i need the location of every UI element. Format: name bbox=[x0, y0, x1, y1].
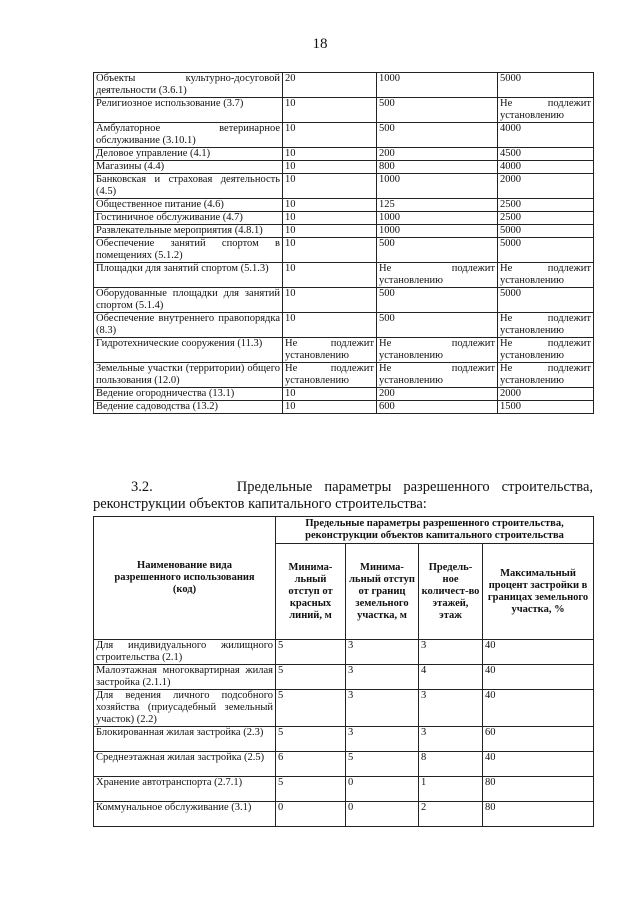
value-cell: 2000 bbox=[498, 174, 594, 199]
value-cell: 3 bbox=[419, 690, 483, 727]
value-cell: Не подлежит установлению bbox=[498, 98, 594, 123]
value-cell: 3 bbox=[346, 640, 419, 665]
table-row bbox=[94, 777, 594, 802]
table-row bbox=[94, 123, 594, 148]
section-paragraph bbox=[93, 479, 593, 513]
page-number: 18 bbox=[312, 36, 328, 52]
table-row bbox=[94, 288, 594, 313]
value-cell: 1000 bbox=[377, 73, 498, 98]
value-cell: Не подлежит установлению bbox=[377, 263, 498, 288]
value-cell: Не подлежит установлению bbox=[377, 363, 498, 388]
table-row bbox=[94, 727, 594, 752]
value-cell: 10 bbox=[283, 212, 377, 225]
table-row bbox=[94, 363, 594, 388]
value-cell: 10 bbox=[283, 225, 377, 238]
usage-name-cell: Ведение садоводства (13.2) bbox=[94, 401, 283, 414]
value-cell: 5000 bbox=[498, 288, 594, 313]
value-cell: 2 bbox=[419, 802, 483, 827]
zoning-limits-table bbox=[93, 72, 594, 414]
value-cell: 3 bbox=[419, 640, 483, 665]
table-row bbox=[94, 752, 594, 777]
usage-name-cell: Обеспечение занятий спортом в помещениях (5.1.2) bbox=[94, 238, 283, 263]
value-cell: 500 bbox=[377, 98, 498, 123]
value-cell: 10 bbox=[283, 123, 377, 148]
value-cell: 1000 bbox=[377, 174, 498, 199]
value-cell: 6 bbox=[276, 752, 346, 777]
table-row bbox=[94, 313, 594, 338]
value-cell: 10 bbox=[283, 401, 377, 414]
value-cell: 20 bbox=[283, 73, 377, 98]
usage-name-cell: Для индивидуального жилищного строительства (2.1) bbox=[94, 640, 276, 665]
usage-name-cell: Ведение огородничества (13.1) bbox=[94, 388, 283, 401]
value-cell: 200 bbox=[377, 388, 498, 401]
header-parameters-group: Предельные параметры разрешенного строительства, реконструкции объектов капитального строительства bbox=[276, 517, 594, 544]
header-parameter: Предель-ное количест-во этажей, этаж bbox=[419, 544, 483, 640]
usage-name-cell: Коммунальное обслуживание (3.1) bbox=[94, 802, 276, 827]
usage-name-cell: Банковская и страховая деятельность (4.5) bbox=[94, 174, 283, 199]
value-cell: Не подлежит установлению bbox=[498, 338, 594, 363]
value-cell: Не подлежит установлению bbox=[283, 338, 377, 363]
value-cell: 0 bbox=[276, 802, 346, 827]
header-parameter: Максимальный процент застройки в границах земельного участка, % bbox=[483, 544, 594, 640]
usage-name-cell: Для ведения личного подсобного хозяйства (приусадебный земельный участок) (2.2) bbox=[94, 690, 276, 727]
usage-name-cell: Амбулаторное ветеринарное обслуживание (3.10.1) bbox=[94, 123, 283, 148]
value-cell: 80 bbox=[483, 777, 594, 802]
value-cell: Не подлежит установлению bbox=[498, 363, 594, 388]
table-row bbox=[94, 388, 594, 401]
value-cell: 200 bbox=[377, 148, 498, 161]
header-parameter: Минима-льный отступ от красных линий, м bbox=[276, 544, 346, 640]
value-cell: Не подлежит установлению bbox=[498, 263, 594, 288]
value-cell: 4 bbox=[419, 665, 483, 690]
construction-parameters-table bbox=[93, 516, 594, 827]
table-row bbox=[94, 174, 594, 199]
table-row bbox=[94, 161, 594, 174]
header-parameter: Минима-льный отступ от границ земельного участка, м bbox=[346, 544, 419, 640]
usage-name-cell: Хранение автотранспорта (2.7.1) bbox=[94, 777, 276, 802]
value-cell: 1500 bbox=[498, 401, 594, 414]
value-cell: 1000 bbox=[377, 225, 498, 238]
value-cell: 5 bbox=[276, 727, 346, 752]
value-cell: 80 bbox=[483, 802, 594, 827]
usage-name-cell: Блокированная жилая застройка (2.3) bbox=[94, 727, 276, 752]
value-cell: 1000 bbox=[377, 212, 498, 225]
value-cell: 2500 bbox=[498, 212, 594, 225]
table-row bbox=[94, 640, 594, 665]
value-cell: 3 bbox=[419, 727, 483, 752]
value-cell: 40 bbox=[483, 752, 594, 777]
usage-name-cell: Объекты культурно-досуговой деятельности (3.6.1) bbox=[94, 73, 283, 98]
table-row bbox=[94, 212, 594, 225]
usage-name-cell: Земельные участки (территории) общего пользования (12.0) bbox=[94, 363, 283, 388]
value-cell: 10 bbox=[283, 388, 377, 401]
usage-name-cell: Малоэтажная многоквартирная жилая застройка (2.1.1) bbox=[94, 665, 276, 690]
value-cell: 5000 bbox=[498, 225, 594, 238]
value-cell: Не подлежит установлению bbox=[377, 338, 498, 363]
value-cell: 5 bbox=[346, 752, 419, 777]
value-cell: 500 bbox=[377, 123, 498, 148]
table-row bbox=[94, 802, 594, 827]
value-cell: 5 bbox=[276, 665, 346, 690]
value-cell: 10 bbox=[283, 161, 377, 174]
value-cell: 40 bbox=[483, 665, 594, 690]
header-usage-type: Наименование вида разрешенного использования (код) bbox=[94, 517, 276, 640]
value-cell: 60 bbox=[483, 727, 594, 752]
usage-name-cell: Деловое управление (4.1) bbox=[94, 148, 283, 161]
value-cell: 5 bbox=[276, 690, 346, 727]
value-cell: 4000 bbox=[498, 161, 594, 174]
value-cell: 500 bbox=[377, 238, 498, 263]
value-cell: 5 bbox=[276, 777, 346, 802]
value-cell: 2500 bbox=[498, 199, 594, 212]
value-cell: 10 bbox=[283, 238, 377, 263]
value-cell: 0 bbox=[346, 802, 419, 827]
table-row bbox=[94, 263, 594, 288]
usage-name-cell: Среднеэтажная жилая застройка (2.5) bbox=[94, 752, 276, 777]
value-cell: 10 bbox=[283, 263, 377, 288]
table-row bbox=[94, 401, 594, 414]
value-cell: 8 bbox=[419, 752, 483, 777]
value-cell: 3 bbox=[346, 665, 419, 690]
value-cell: 10 bbox=[283, 288, 377, 313]
table-row bbox=[94, 690, 594, 727]
value-cell: 10 bbox=[283, 148, 377, 161]
value-cell: 5000 bbox=[498, 238, 594, 263]
value-cell: 3 bbox=[346, 727, 419, 752]
usage-name-cell: Гостиничное обслуживание (4.7) bbox=[94, 212, 283, 225]
table-row bbox=[94, 338, 594, 363]
value-cell: 600 bbox=[377, 401, 498, 414]
value-cell: 40 bbox=[483, 640, 594, 665]
usage-name-cell: Развлекательные мероприятия (4.8.1) bbox=[94, 225, 283, 238]
value-cell: 800 bbox=[377, 161, 498, 174]
value-cell: 4000 bbox=[498, 123, 594, 148]
value-cell: Не подлежит установлению bbox=[498, 313, 594, 338]
value-cell: 10 bbox=[283, 199, 377, 212]
usage-name-cell: Гидротехнические сооружения (11.3) bbox=[94, 338, 283, 363]
value-cell: 0 bbox=[346, 777, 419, 802]
usage-name-cell: Религиозное использование (3.7) bbox=[94, 98, 283, 123]
value-cell: 3 bbox=[346, 690, 419, 727]
value-cell: Не подлежит установлению bbox=[283, 363, 377, 388]
value-cell: 2000 bbox=[498, 388, 594, 401]
value-cell: 1 bbox=[419, 777, 483, 802]
usage-name-cell: Площадки для занятий спортом (5.1.3) bbox=[94, 263, 283, 288]
value-cell: 500 bbox=[377, 288, 498, 313]
value-cell: 125 bbox=[377, 199, 498, 212]
table-row bbox=[94, 98, 594, 123]
value-cell: 10 bbox=[283, 98, 377, 123]
table-row bbox=[94, 199, 594, 212]
usage-name-cell: Общественное питание (4.6) bbox=[94, 199, 283, 212]
table-row bbox=[94, 665, 594, 690]
value-cell: 5 bbox=[276, 640, 346, 665]
value-cell: 5000 bbox=[498, 73, 594, 98]
value-cell: 40 bbox=[483, 690, 594, 727]
value-cell: 10 bbox=[283, 174, 377, 199]
value-cell: 500 bbox=[377, 313, 498, 338]
value-cell: 10 bbox=[283, 313, 377, 338]
table-row bbox=[94, 73, 594, 98]
section-number: 3.2. bbox=[131, 479, 153, 495]
section-text: Предельные параметры разрешенного строительства, реконструкции объектов капитального строительства: bbox=[93, 479, 594, 512]
table-row bbox=[94, 225, 594, 238]
table-row bbox=[94, 148, 594, 161]
usage-name-cell: Обеспечение внутреннего правопорядка (8.3) bbox=[94, 313, 283, 338]
table-row bbox=[94, 238, 594, 263]
value-cell: 4500 bbox=[498, 148, 594, 161]
usage-name-cell: Магазины (4.4) bbox=[94, 161, 283, 174]
usage-name-cell: Оборудованные площадки для занятий спортом (5.1.4) bbox=[94, 288, 283, 313]
